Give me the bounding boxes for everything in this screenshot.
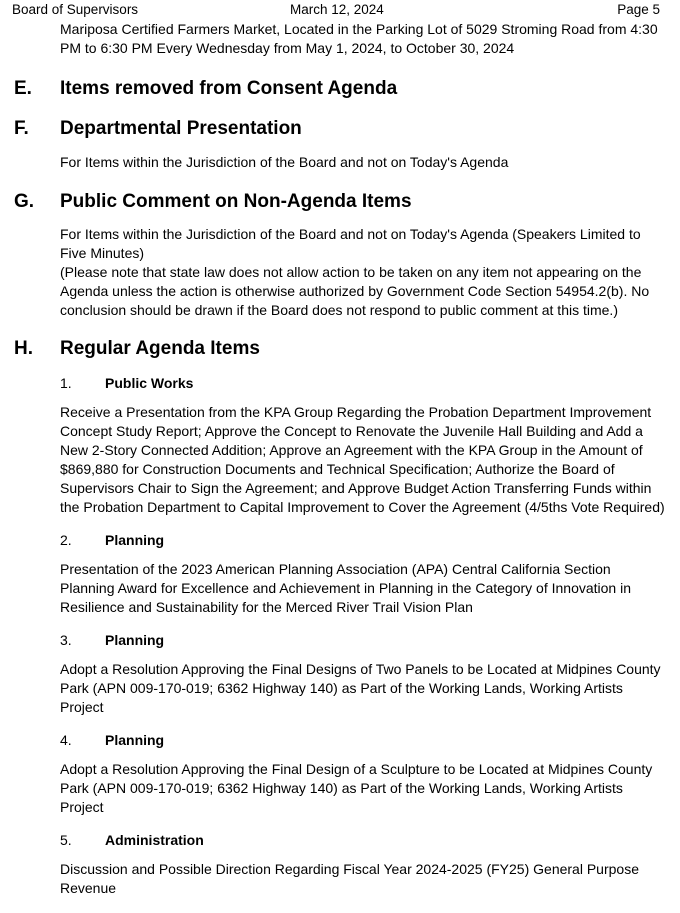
agenda-item-description: Adopt a Resolution Approving the Final Designs of Two Panels to be Located at Midpines County Park (APN 009-170-019; 6362 Highway 140) as Part of the Working Lands, Working Artists Project bbox=[60, 661, 661, 715]
agenda-item-heading bbox=[0, 831, 680, 850]
agenda-item-description: Discussion and Possible Direction Regarding Fiscal Year 2024-2025 (FY25) General Purpose Revenue bbox=[60, 861, 639, 896]
section-h-heading bbox=[0, 336, 680, 362]
section-title: Regular Agenda Items bbox=[60, 338, 260, 359]
agenda-item-heading bbox=[0, 374, 680, 393]
section-title: Items removed from Consent Agenda bbox=[60, 78, 398, 99]
agenda-item-description: Presentation of the 2023 American Planning Association (APA) Central California Section Planning Award for Excellence and Achievement in Planning in the Category of Innovation in Resilience and Sustainability for the Merced River Trail Vision Plan bbox=[60, 561, 631, 615]
item-department: Planning bbox=[105, 632, 165, 648]
agenda-item-heading bbox=[0, 731, 680, 750]
section-letter: G. bbox=[14, 191, 35, 212]
section-g-heading bbox=[0, 189, 680, 215]
agenda-item-description: Adopt a Resolution Approving the Final Design of a Sculpture to be Located at Midpines County Park (APN 009-170-019; 6362 Highway 140) as Part of the Working Lands, Working Artists Project bbox=[60, 761, 653, 815]
header-board-name: Board of Supervisors bbox=[12, 2, 139, 17]
header-date: March 12, 2024 bbox=[290, 2, 384, 17]
item-department: Planning bbox=[105, 732, 165, 748]
section-title: Public Comment on Non-Agenda Items bbox=[60, 191, 412, 212]
agenda-content bbox=[0, 20, 680, 898]
item-number: 2. bbox=[60, 532, 72, 548]
page-header bbox=[0, 1, 680, 19]
section-f-heading bbox=[0, 116, 680, 142]
item-number: 5. bbox=[60, 832, 72, 848]
item-number: 1. bbox=[60, 375, 72, 391]
section-letter: E. bbox=[14, 78, 32, 99]
agenda-item-heading bbox=[0, 631, 680, 650]
item-number: 4. bbox=[60, 732, 72, 748]
section-f-text: For Items within the Jurisdiction of the Board and not on Today's Agenda bbox=[60, 154, 509, 170]
section-title: Departmental Presentation bbox=[60, 118, 302, 139]
section-g-note: (Please note that state law does not allow action to be taken on any item not appearing on the Agenda unless the action is otherwise authorized by Government Code Section 54954.2(b). No conclusion should be drawn if the Board does not respond to public comment at this time.) bbox=[60, 264, 650, 318]
section-letter: H. bbox=[14, 338, 33, 359]
section-g-text: For Items within the Jurisdiction of the Board and not on Today's Agenda (Speakers Limited to Five Minutes) bbox=[60, 226, 641, 261]
item-department: Planning bbox=[105, 532, 165, 548]
header-page-number: Page 5 bbox=[617, 2, 660, 17]
section-letter: F. bbox=[14, 118, 29, 139]
agenda-item-heading bbox=[0, 531, 680, 550]
item-department: Public Works bbox=[105, 375, 194, 391]
section-e-heading bbox=[0, 76, 680, 102]
item-department: Administration bbox=[105, 832, 204, 848]
agenda-item-description: Receive a Presentation from the KPA Group Regarding the Probation Department Improvement Concept Study Report; Approve the Concept to Renovate the Juvenile Hall Building and Add a New 2-Story Connected Addition; Approve an Agreement with the KPA Group in the Amount of $869,880 for Construction Documents and Technical Specification; Authorize the Board of Supervisors Chair to Sign the Agreement; and Approve Budget Action Transferring Funds within the Probation Department to Capital Improvement to Cover the Agreement (4/5ths Vote Required) bbox=[60, 404, 665, 515]
item-number: 3. bbox=[60, 632, 72, 648]
intro-paragraph: Mariposa Certified Farmers Market, Located in the Parking Lot of 5029 Stroming Road from 4:30 PM to 6:30 PM Every Wednesday from May 1, 2024, to October 30, 2024 bbox=[60, 21, 658, 56]
